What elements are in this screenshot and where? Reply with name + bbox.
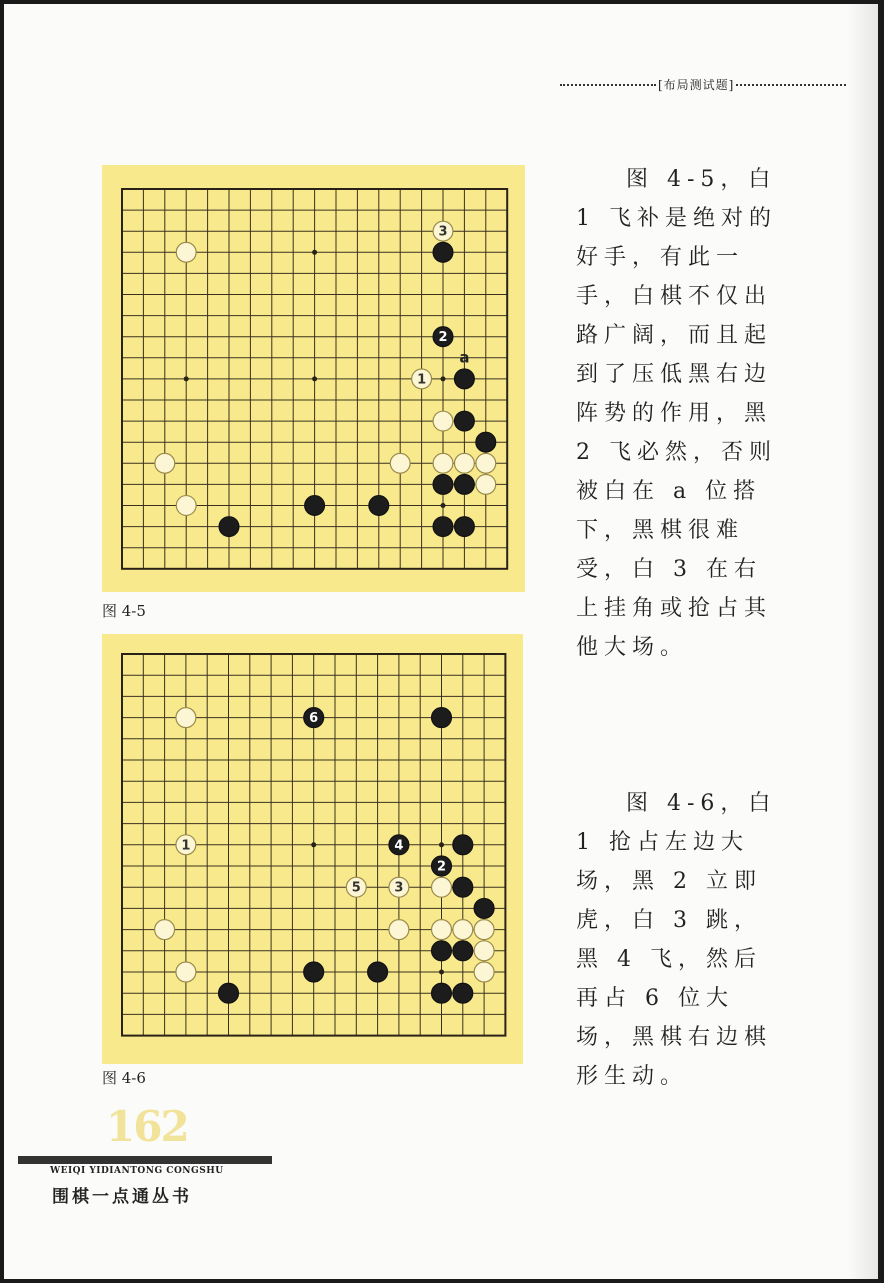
move-number: 1 [181,838,191,854]
point-label: a [459,348,470,367]
white-stone [432,877,452,897]
white-stone [474,920,494,940]
white-stone [176,496,196,516]
white-stone [176,708,196,728]
book-page [4,4,878,1279]
running-header [560,76,878,96]
star-point [312,250,317,255]
move-number: 3 [438,224,448,240]
star-point [441,376,446,381]
footer-rule [18,1156,272,1164]
white-stone [389,920,409,940]
black-stone [453,877,473,897]
white-stone [433,411,453,431]
black-stone [454,474,474,494]
figure-label-4-5: 图 4-5 [102,602,146,620]
board-diagram [102,634,523,1064]
black-stone [454,517,474,537]
star-point [441,503,446,508]
black-stone [433,474,453,494]
go-board-4-5 [102,165,525,592]
move-number: 6 [309,711,319,727]
commentary-4-6: 图 4-6，白 1 抢占左边大场，黑 2 立即虎，白 3 跳，黑 4 飞，然后再占 6 位大场，黑棋右边棋形生动。 [576,791,777,1089]
figure-label-4-6: 图 4-6 [102,1069,146,1087]
white-stone [474,962,494,982]
black-stone [305,496,325,516]
star-point [184,376,189,381]
go-board-4-6 [102,634,523,1064]
page-edge-shadow [848,4,878,1279]
black-stone [219,983,239,1003]
black-stone [219,517,239,537]
black-stone [433,242,453,262]
black-stone [369,496,389,516]
move-number: 4 [394,838,404,854]
star-point [439,970,444,975]
white-stone [390,453,410,473]
commentary-4-5: 图 4-5，白 1 飞补是绝对的好手，有此一手，白棋不仅出路广阔，而且起到了压低黑右边阵势的作用，黑 2 飞必然，否则被白在 a 位搭下，黑棋很难受，白 3 在右上挂角或抢占其他大场。 [576,167,777,660]
black-stone [368,962,388,982]
white-stone [155,453,175,473]
page-number: 162 [106,1102,188,1151]
white-stone [454,453,474,473]
move-number: 3 [394,880,404,896]
move-number: 2 [438,330,448,346]
black-stone [453,983,473,1003]
black-stone [454,369,474,389]
black-stone [304,962,324,982]
black-stone [474,898,494,918]
black-stone [476,432,496,452]
black-stone [432,708,452,728]
black-stone [432,941,452,961]
move-number: 2 [436,859,447,875]
board-diagram [102,165,525,592]
star-point [311,842,316,847]
series-title-en: WEIQI YIDIANTONG CONGSHU [50,1166,224,1176]
header-dots-left [560,84,656,86]
series-title-cn: 围棋一点通丛书 [52,1187,192,1207]
white-stone [476,453,496,473]
star-point [312,376,317,381]
white-stone [155,920,175,940]
white-stone [176,962,196,982]
white-stone [433,453,453,473]
move-number: 5 [351,880,361,896]
section-title: [布局测试题] [658,78,735,92]
black-stone [454,411,474,431]
white-stone [453,920,473,940]
black-stone [453,835,473,855]
header-dots-right [736,84,846,86]
black-stone [433,517,453,537]
white-stone [176,242,196,262]
star-point [439,842,444,847]
move-number: 1 [417,372,427,388]
white-stone [432,920,452,940]
white-stone [476,474,496,494]
black-stone [432,983,452,1003]
black-stone [453,941,473,961]
white-stone [474,941,494,961]
